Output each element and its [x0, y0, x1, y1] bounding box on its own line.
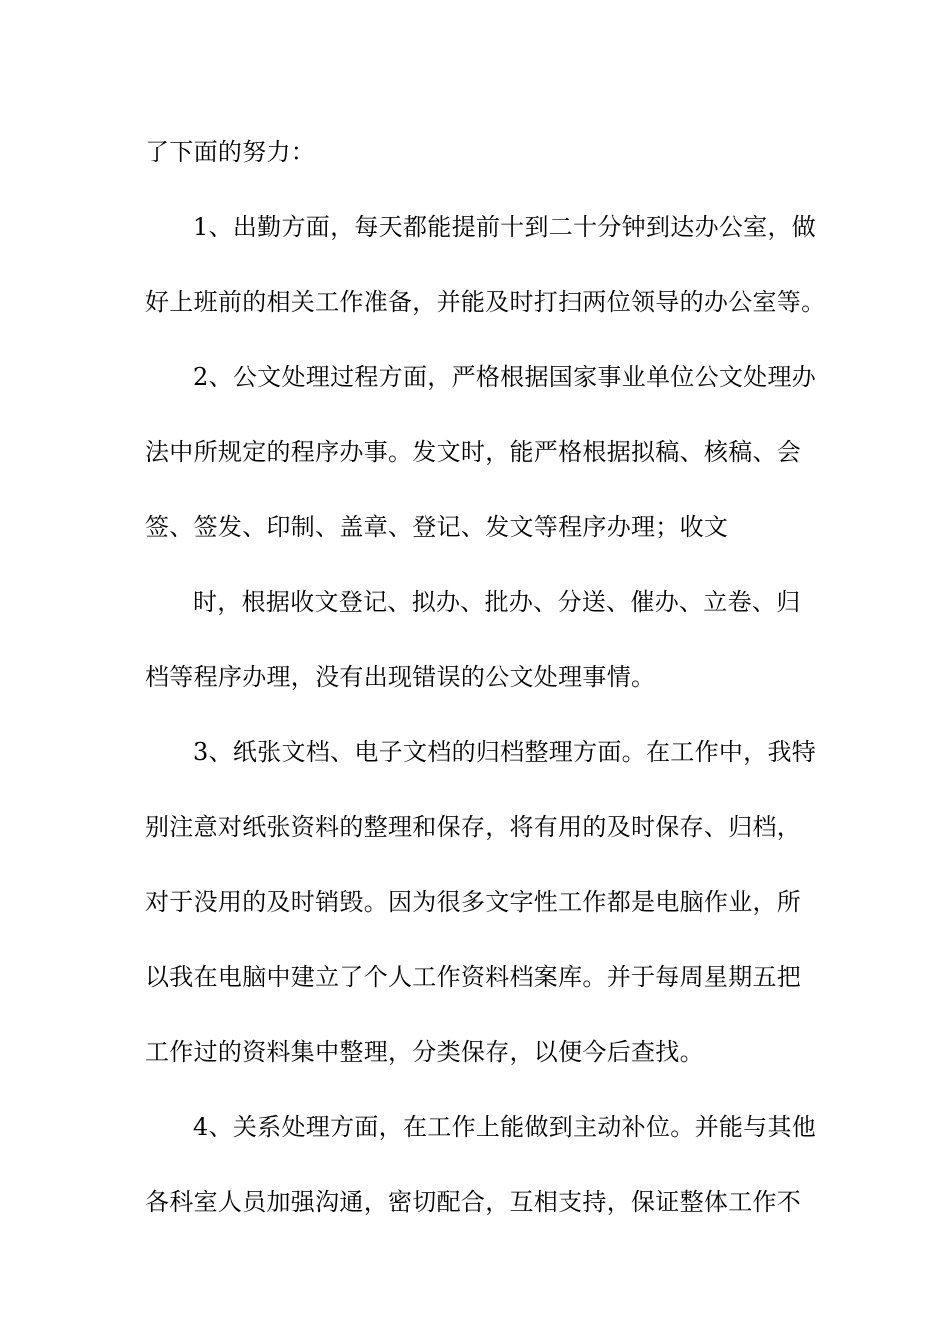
text-line: 各科室人员加强沟通，密切配合，互相支持，保证整体工作不 — [145, 1188, 802, 1216]
text-line: 好上班前的相关工作准备，并能及时打扫两位领导的办公室等。 — [145, 288, 826, 316]
paragraph-4-line: 4、关系处理方面，在工作上能做到主动补位。并能与其他 — [193, 1113, 817, 1141]
text-line: 工作过的资料集中整理，分类保存，以便今后查找。 — [145, 1038, 704, 1066]
text-line: 对于没用的及时销毁。因为很多文字性工作都是电脑作业，所 — [145, 888, 802, 916]
paragraph-3-line: 3、纸张文档、电子文档的归档整理方面。在工作中，我特 — [193, 738, 817, 766]
text-line: 时，根据收文登记、拟办、批办、分送、催办、立卷、归 — [193, 588, 801, 616]
text-line: 别注意对纸张资料的整理和保存，将有用的及时保存、归档， — [145, 813, 802, 841]
text-line: 了下面的努力： — [145, 138, 316, 166]
paragraph-2-line: 2、公文处理过程方面，严格根据国家事业单位公文处理办 — [193, 363, 817, 391]
text-line: 法中所规定的程序办事。发文时，能严格根据拟稿、核稿、会 — [145, 438, 802, 466]
text-line: 签、签发、印制、盖章、登记、发文等程序办理；收文 — [145, 513, 729, 541]
text-line: 档等程序办理，没有出现错误的公文处理事情。 — [145, 663, 656, 691]
paragraph-1-line: 1、出勤方面，每天都能提前十到二十分钟到达办公室，做 — [193, 213, 817, 241]
text-line: 以我在电脑中建立了个人工作资料档案库。并于每周星期五把 — [145, 963, 802, 991]
